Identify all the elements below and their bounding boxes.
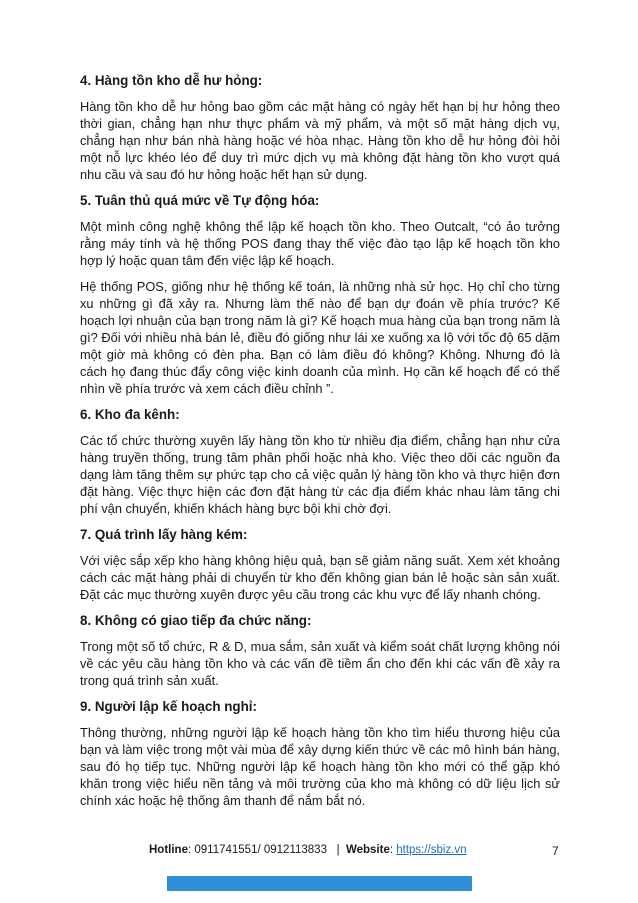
hotline-value: : 0911741551/ 0912113833 xyxy=(187,844,327,856)
section-6-paragraph-1: Các tổ chức thường xuyên lấy hàng tồn kho từ nhiều địa điểm, chẳng hạn như cửa hàng truyền thống, trung tâm phân phối hoặc nhà kho. Việc theo dõi các nguồn đa dạng làm tăng thêm sự phức tạp cho cả việc quản lý hàng tồn kho và thực hiện đơn đặt hàng. Việc thực hiện các đơn đặt hàng từ các địa điểm khác nhau làm tăng chi phí vận chuyển, khiến khách hàng bực bội khi chờ đợi. xyxy=(80,433,560,516)
section-heading-7: 7. Quá trình lấy hàng kém: xyxy=(80,527,248,542)
section-5-paragraph-1: Một mình công nghệ không thể lập kế hoạch tồn kho. Theo Outcalt, “có ảo tưởng rằng máy tính và hệ thống POS đang thay thế việc đào tạo lập kế hoạch tồn kho hợp lý hoặc quan tâm đến việc lập kế hoạch. xyxy=(80,219,560,268)
page-content xyxy=(80,72,560,818)
section-heading-8: 8. Không có giao tiếp đa chức năng: xyxy=(80,613,312,628)
footer-contact xyxy=(149,844,467,856)
section-heading-4: 4. Hàng tồn kho dễ hư hỏng: xyxy=(80,73,263,88)
section-9-paragraph-1: Thông thường, những người lập kế hoạch hàng tồn kho tìm hiểu thương hiệu của bạn và làm việc trong một vài mùa để xây dựng kiến thức về các mô hình bán hàng, sau đó họ tiếp tục. Những người lập kế hoạch hàng tồn kho mới có thể gặp khó khăn trong việc hiểu nền tảng và môi trường của kho mà không có dữ liệu lịch sử chính xác hoặc hệ thống âm thanh để nắm bắt nó. xyxy=(80,725,560,808)
page-footer xyxy=(0,844,638,864)
section-7-paragraph-1: Với việc sắp xếp kho hàng không hiệu quả, bạn sẽ giảm năng suất. Xem xét khoảng cách các mặt hàng phải di chuyển từ kho đến không gian bán lẻ hoặc sàn sản xuất. Đặt các mục thường xuyên được yêu cầu trong các khu vực để lấy nhanh chóng. xyxy=(80,553,560,602)
section-5-paragraph-2: Hệ thống POS, giống như hệ thống kế toán, là những nhà sử học. Họ chỉ cho từng xu những gì đã xảy ra. Nhưng làm thế nào để bạn dự đoán về phía trước? Kế hoạch lợi nhuận của bạn trong năm là gì? Kế hoạch mua hàng của bạn trong năm là gì? Đối với nhiều nhà bán lẻ, điều đó giống như lái xe xuống xa lộ với tốc độ 65 dặm một giờ mà không có đèn pha. Bạn có làm điều đó không? Không. Nhưng đó là cách họ đang thúc đẩy công việc kinh doanh của mình. Họ cần kế hoạch để có thể nhìn về phía trước và xem cách điều chỉnh ”. xyxy=(80,279,560,396)
section-8-paragraph-1: Trong một số tổ chức, R & D, mua sắm, sản xuất và kiểm soát chất lượng không nói về các yêu cầu hàng tồn kho và các vấn đề tiềm ẩn cho đến khi các vấn đề xảy ra trong quá trình sản xuất. xyxy=(80,639,560,688)
page-number: 7 xyxy=(552,844,559,858)
footer-separator: | xyxy=(336,844,340,856)
section-4-paragraph-1: Hàng tồn kho dễ hư hỏng bao gồm các mặt hàng có ngày hết hạn bị hư hỏng theo thời gian, chẳng hạn như thực phẩm và mỹ phẩm, và một số mặt hàng dịch vụ, chẳng hạn như bán nhà hàng hoặc vé hòa nhạc. Hàng tồn kho dễ hư hỏng đòi hỏi một nỗ lực khéo léo để duy trì mức dịch vụ mà không đặt hàng tồn kho vượt quá nhu cầu và sau đó hư hỏng hoặc hết hạn sử dụng. xyxy=(80,99,560,182)
section-heading-5: 5. Tuân thủ quá mức về Tự động hóa: xyxy=(80,193,320,208)
website-link[interactable]: https://sbiz.vn xyxy=(396,844,467,856)
section-heading-6: 6. Kho đa kênh: xyxy=(80,407,180,422)
footer-accent-bar xyxy=(167,876,472,891)
section-heading-9: 9. Người lập kế hoạch nghỉ: xyxy=(80,699,257,714)
hotline-label: Hotline xyxy=(149,844,188,856)
website-colon: : xyxy=(389,844,397,856)
website-label: Website xyxy=(345,844,390,856)
